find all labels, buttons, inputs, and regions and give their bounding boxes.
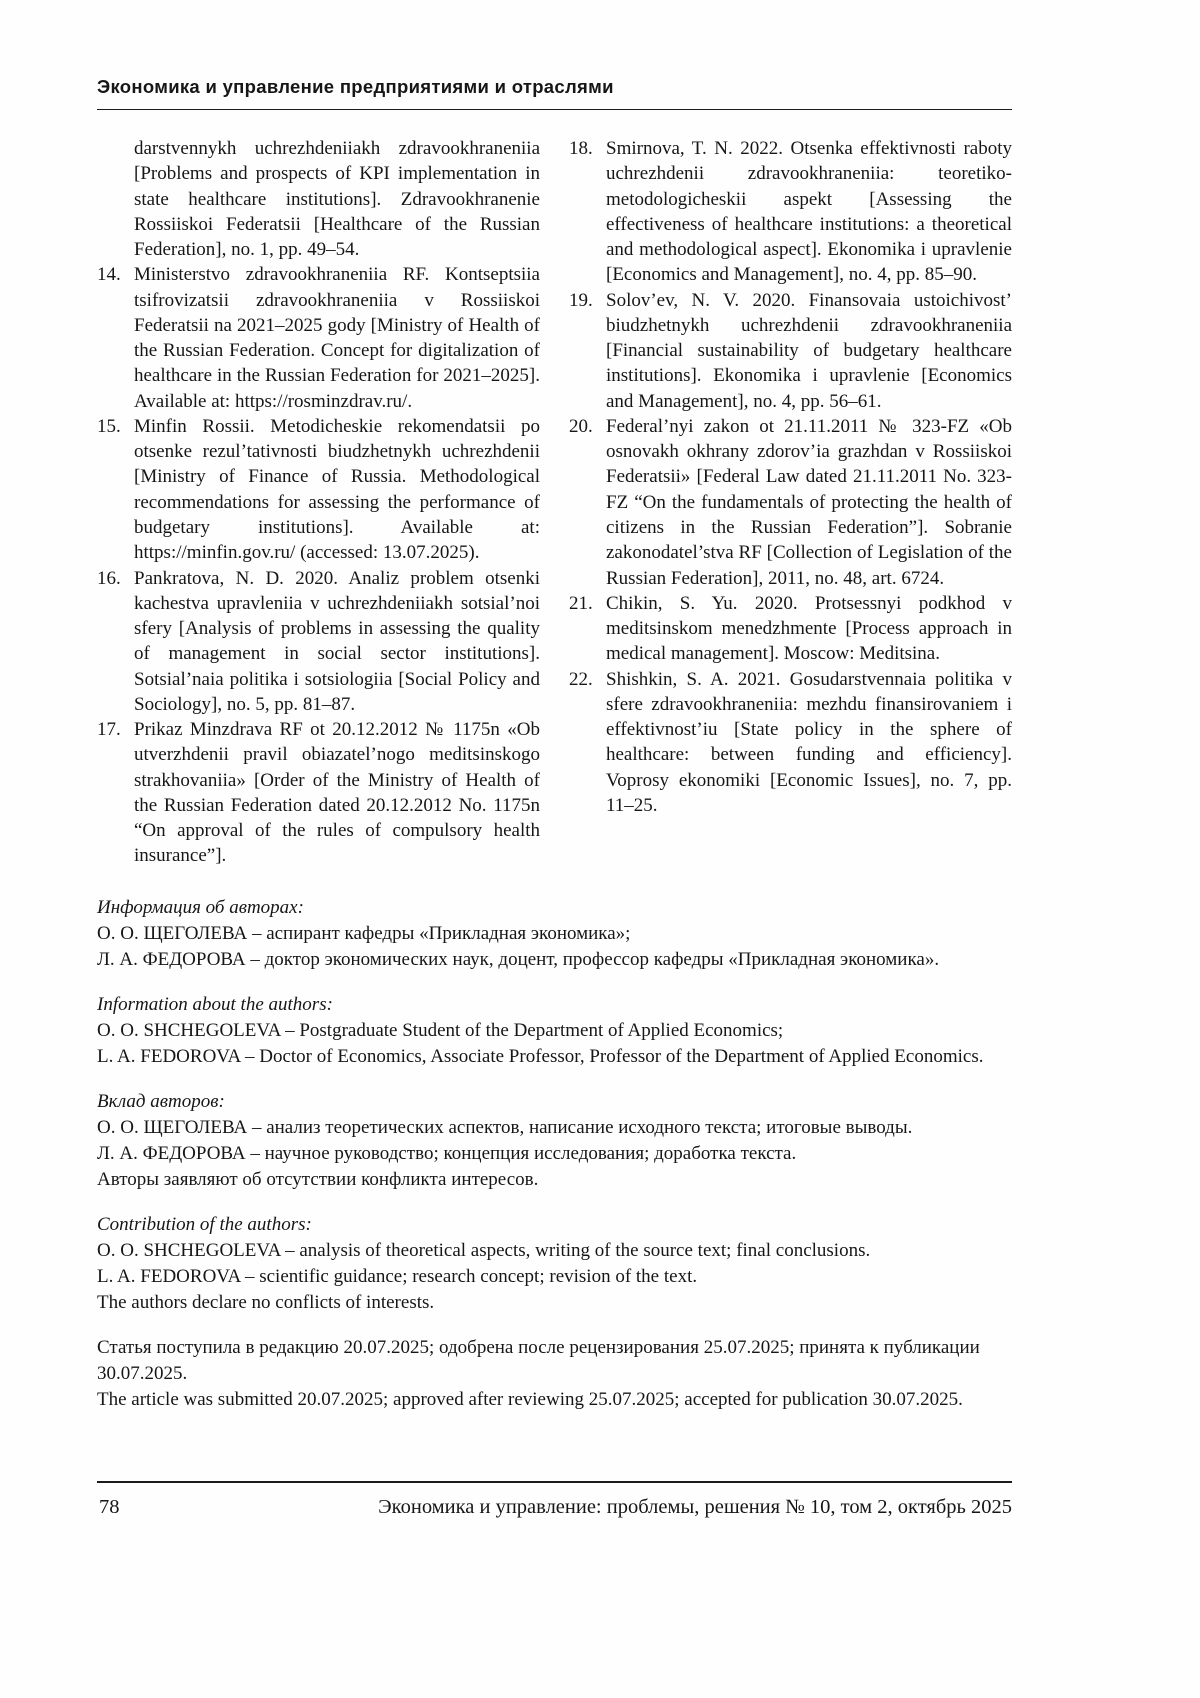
running-head [97,76,1012,110]
reference-entry [569,136,1012,288]
reference-entry [569,414,1012,591]
reference-number: 16. [97,567,121,589]
author-section-lines [97,1238,1012,1316]
reference-text: Solov’ev, N. V. 2020. Finansovaia ustoichivost’ biudzhetnykh uchrezhdenii zdravookhraneniia [Financial sustainability of budgetary healthcare institutions]. Ekonomika i upravlenie [Economics and Management], no. 4, pp. 56–61. [606,289,1012,412]
author-section-lines [97,921,1012,973]
references-list [97,136,1012,869]
reference-entry [97,136,540,262]
reference-number: 21. [569,592,593,614]
author-section-line: О. О. ЩЕГОЛЕВА – анализ теоретических аспектов, написание исходного текста; итоговые выводы. [97,1116,913,1138]
reference-entry [569,667,1012,819]
page-number: 78 [99,1496,120,1518]
author-section-line: О. О. ЩЕГОЛЕВА – аспирант кафедры «Прикладная экономика»; [97,922,631,944]
reference-number: 17. [97,719,121,741]
reference-number [97,136,134,262]
submission-dates-block [97,1335,1012,1413]
reference-number: 19. [569,289,593,311]
reference-text: Prikaz Minzdrava RF ot 20.12.2012 № 1175n «Ob utverzhdenii pravil obiazatel’nogo meditsinskogo strakhovaniia» [Order of the Ministry of Health of the Russian Federation dated 20.12.2012 No. 1175n “On approval of the rules of compulsory health insurance”]. [134,719,540,867]
author-section-heading: Contribution of the authors: [97,1213,312,1235]
author-section-line: Л. А. ФЕДОРОВА – доктор экономических наук, доцент, профессор кафедры «Прикладная экономика». [97,948,940,970]
author-section-heading: Вклад авторов: [97,1090,225,1112]
reference-entry [569,591,1012,667]
author-section-line: O. O. SHCHEGOLEVA – Postgraduate Student of the Department of Applied Economics; [97,1019,784,1041]
author-section [97,992,1012,1070]
running-head-title: Экономика и управление предприятиями и отраслями [97,76,614,97]
author-section-lines [97,1115,1012,1193]
author-section-line: Авторы заявляют об отсутствии конфликта интересов. [97,1168,539,1190]
author-section [97,1089,1012,1193]
authors-info-block [97,895,1012,1316]
author-section-line: L. A. FEDOROVA – scientific guidance; research concept; revision of the text. [97,1265,698,1287]
references-column-left [97,136,540,869]
author-section-heading: Информация об авторах: [97,896,304,918]
reference-text: Pankratova, N. D. 2020. Analiz problem otsenki kachestva upravleniia v uchrezhdeniiakh sotsial’noi sfery [Analysis of problems in assessing the quality of management in social sector institutions]. Sotsial’naia politika i sotsiologiia [Social Policy and Sociology], no. 5, pp. 81–87. [134,567,540,715]
reference-entry [97,566,540,718]
reference-text: Minfin Rossii. Metodicheskie rekomendatsii po otsenke rezul’tativnosti biudzhetnykh uchrezhdenii [Ministry of Finance of Russia. Methodological recommendations for assessing the performance of budgetary institutions]. Available at: https://minfin.gov.ru/ (accessed: 13.07.2025). [134,415,540,564]
reference-text: Chikin, S. Yu. 2020. Protsessnyi podkhod v meditsinskom menedzhmente [Process approach in medical management]. Moscow: Meditsina. [606,592,1012,665]
reference-number: 20. [569,415,593,437]
reference-text: darstvennykh uchrezhdeniiakh zdravookhraneniia [Problems and prospects of KPI implementation in state healthcare institutions]. Zdravookhranenie Rossiiskoi Federatsii [Healthcare of the Russian Federation], no. 1, pp. 49–54. [134,138,540,261]
reference-entry [569,288,1012,414]
submission-dates-ru: Статья поступила в редакцию 20.07.2025; одобрена после рецензирования 25.07.2025; принята к публикации 30.07.2025. [97,1336,980,1384]
author-section-heading: Information about the authors: [97,993,333,1015]
author-section-line: The authors declare no conflicts of interests. [97,1291,435,1313]
reference-number: 15. [97,415,121,437]
reference-number: 18. [569,138,593,159]
reference-text: Federal’nyi zakon ot 21.11.2011 № 323-FZ «Ob osnovakh okhrany zdorov’ia grazhdan v Rossiiskoi Federatsii» [Federal Law dated 21.11.2011 No. 323-FZ “On the fundamentals of protecting the health of citizens in the Russian Federation”]. Sobranie zakonodatel’stva RF [Collection of Legislation of the Russian Federation], 2011, no. 48, art. 6724. [606,415,1012,589]
author-section-line: O. O. SHCHEGOLEVA – analysis of theoretical aspects, writing of the source text; final conclusions. [97,1239,871,1261]
author-section-lines [97,1018,1012,1070]
reference-text: Shishkin, S. A. 2021. Gosudarstvennaia politika v sfere zdravookhraneniia: mezhdu finansirovaniem i effektivnost’iu [State policy in the sphere of healthcare: between funding and efficiency]. Voprosy ekonomiki [Economic Issues], no. 7, pp. 11–25. [606,668,1012,816]
author-section [97,1212,1012,1316]
submission-dates-en: The article was submitted 20.07.2025; approved after reviewing 25.07.2025; accepted for publication 30.07.2025. [97,1388,963,1410]
reference-entry [97,717,540,869]
author-section [97,895,1012,973]
reference-entry [97,414,540,566]
reference-entry [97,262,540,414]
reference-text: Smirnova, T. N. 2022. Otsenka effektivnosti raboty uchrezhdenii zdravookhraneniia: teoretiko-metodologicheskii aspekt [Assessing the effectiveness of healthcare institutions: a theoretical and methodological aspect]. Ekonomika i upravlenie [Economics and Management], no. 4, pp. 85–90. [606,138,1012,286]
reference-number: 22. [569,668,593,690]
reference-number: 14. [97,264,121,286]
author-section-line: L. A. FEDOROVA – Doctor of Economics, Associate Professor, Professor of the Department of Applied Economics. [97,1045,984,1067]
page-footer [97,1481,1012,1519]
references-column-right [569,136,1012,869]
author-section-line: Л. А. ФЕДОРОВА – научное руководство; концепция исследования; доработка текста. [97,1142,797,1164]
journal-title-footer: Экономика и управление: проблемы, решения № 10, том 2, октябрь 2025 [378,1496,1012,1518]
reference-text: Ministerstvo zdravookhraneniia RF. Kontseptsiia tsifrovizatsii zdravookhraneniia v Rossiiskoi Federatsii na 2021–2025 gody [Ministry of Health of the Russian Federation. Concept for digitalization of healthcare in the Russian Federation for 2021–2025]. Available at: https://rosminzdrav.ru/. [134,264,540,412]
